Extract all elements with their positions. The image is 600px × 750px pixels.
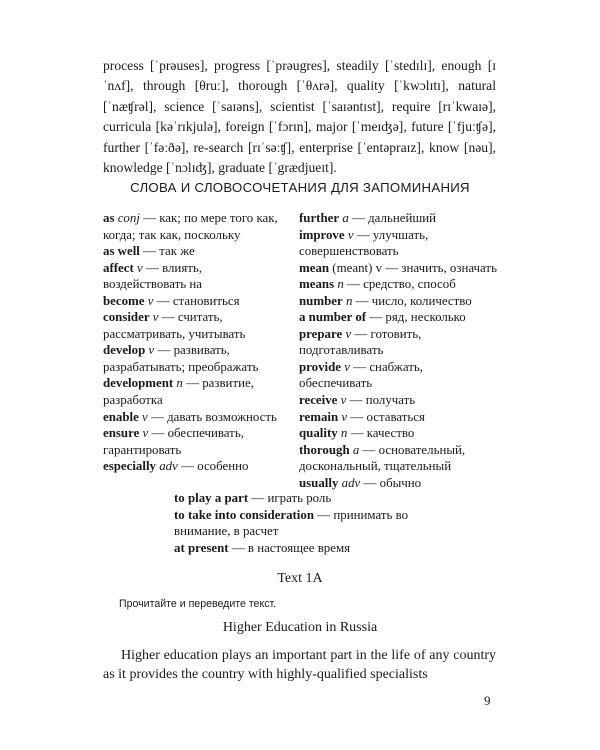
vocab-term: receive <box>299 393 338 408</box>
vocab-term: enable <box>103 409 139 424</box>
vocab-term: quality <box>299 426 338 441</box>
vocab-definition: — дальнейший <box>348 211 437 225</box>
part-of-speech: conj <box>117 211 140 225</box>
vocab-definition: — оставаться <box>347 409 425 424</box>
vocab-entry <box>299 227 497 260</box>
page-number: 9 <box>484 693 491 708</box>
vocab-entry <box>299 359 497 392</box>
part-of-speech: adv <box>159 459 178 474</box>
vocab-entry <box>299 409 497 426</box>
vocab-definition: — давать возможность <box>147 409 277 424</box>
vocab-entry <box>299 260 497 277</box>
vocab-entry <box>103 293 285 310</box>
vocab-term: as well <box>103 244 140 259</box>
vocab-entry <box>103 425 285 458</box>
vocab-entry <box>299 425 497 442</box>
part-of-speech: a <box>342 211 349 225</box>
vocab-entry <box>299 326 497 359</box>
vocab-term: develop <box>103 343 146 358</box>
part-of-speech: v <box>137 260 143 275</box>
vocab-term: as <box>103 211 115 225</box>
vocab-term: become <box>103 293 145 308</box>
part-of-speech: a <box>352 442 360 457</box>
vocab-definition: — снабжать, обеспечивать <box>299 359 423 391</box>
vocab-term: means <box>299 277 335 292</box>
vocab-term: number <box>299 293 343 308</box>
vocabulary-column-left <box>103 210 285 475</box>
vocab-entry <box>174 540 414 557</box>
vocab-term: a number of <box>299 310 367 325</box>
vocab-term: improve <box>299 227 345 242</box>
part-of-speech: adv <box>341 475 361 490</box>
vocab-entry <box>299 293 497 310</box>
vocab-definition: — готовить, подготавливать <box>299 326 422 358</box>
vocab-term: ensure <box>103 426 140 441</box>
phrase-list <box>174 490 414 557</box>
vocab-entry <box>103 309 285 342</box>
vocab-entry <box>299 442 497 475</box>
vocab-term: consider <box>103 310 150 325</box>
vocab-term: usually <box>299 475 339 490</box>
vocab-term: further <box>299 211 340 225</box>
part-of-speech: v <box>152 310 159 325</box>
part-of-speech: v <box>341 409 348 424</box>
vocab-entry <box>103 260 285 293</box>
vocab-entry <box>174 507 414 540</box>
part-of-speech: v <box>148 343 155 358</box>
vocab-definition: — принимать во внимание, в расчет <box>174 507 409 539</box>
vocab-entry <box>299 392 497 409</box>
vocab-term: to play a part <box>174 491 249 505</box>
vocab-entry <box>103 458 285 475</box>
vocab-definition: — влиять, воздействовать на <box>103 260 202 292</box>
part-of-speech: v <box>142 426 149 441</box>
vocab-definition: — обеспечивать, гарантировать <box>103 426 244 457</box>
vocab-definition: — число, количество <box>352 293 472 308</box>
part-of-speech: v <box>345 326 352 341</box>
transcription-paragraph: process [ˈprəuses], progress [ˈprəugres], steadily [ˈstedɪlɪ], enough [ɪˈnʌf], through [θruː], thorough [ˈθʌrə], quality [ˈkwɔlɪtɪ], natural [ˈnæʧrəl], science [ˈsaɪəns], scientist [ˈsaɪəntɪst], require [rɪˈkwaɪə], curricula [kəˈrɪkjulə], foreign [ˈfɔrɪn], major [ˈmeɪʤə], future [ˈfjuːʧə], further [ˈfəːðə], re-search [rɪˈsəːʧ], enterprise [ˈentəpraɪz], know [nəu], knowledge [ˈnɔlɪʤ], graduate [ˈgrædjueɪt]. <box>103 58 496 176</box>
vocab-definition: — развитие, разработка <box>103 376 254 408</box>
vocab-entry <box>299 475 497 492</box>
vocab-definition: — получать <box>346 393 416 408</box>
vocab-definition: — развивать, разрабатывать; преображать <box>103 343 259 374</box>
part-of-speech: v <box>347 227 354 242</box>
text-heading: Text 1A <box>277 571 323 586</box>
part-of-speech: n <box>340 426 348 441</box>
vocab-definition: — основательный, доскональный, тщательный <box>299 442 466 474</box>
part-of-speech: v <box>147 293 154 308</box>
part-of-speech: n <box>176 376 183 391</box>
vocab-definition: — качество <box>347 426 415 441</box>
vocab-entry <box>299 210 497 227</box>
vocab-entry <box>299 276 497 293</box>
vocab-term: to take into consideration <box>174 507 315 522</box>
vocab-definition: — так же <box>139 244 195 259</box>
vocab-definition: (meant) v — значить, означать <box>329 260 497 275</box>
vocab-definition: — в настоящее время <box>228 541 351 556</box>
vocab-term: remain <box>299 409 339 424</box>
vocab-entry <box>103 210 285 243</box>
instruction: Прочитайте и переведите текст. <box>119 598 277 610</box>
vocab-definition: — как; по мере того как, когда; так как, поскольку <box>103 211 278 242</box>
vocab-entry <box>103 409 285 426</box>
vocab-definition: — ряд, несколько <box>366 310 466 325</box>
part-of-speech: n <box>345 293 353 308</box>
vocab-definition: — считать, рассматривать, учитывать <box>103 310 246 341</box>
vocab-entry <box>103 243 285 260</box>
vocab-entry <box>103 375 285 408</box>
vocab-definition: — особенно <box>177 459 249 474</box>
part-of-speech: v <box>344 359 350 374</box>
part-of-speech: v <box>340 393 347 408</box>
vocab-term: mean <box>299 260 330 275</box>
article-title: Higher Education in Russia <box>222 620 378 635</box>
vocab-term: prepare <box>299 326 343 341</box>
section-title: СЛОВА И СЛОВОСОЧЕТАНИЯ ДЛЯ ЗАПОМИНАНИЯ <box>130 180 470 195</box>
vocab-definition: — улучшать, совершенствовать <box>299 227 429 259</box>
vocab-entry <box>103 342 285 375</box>
vocab-definition: — обычно <box>360 475 422 490</box>
body-paragraph: Higher education plays an important part in the life of any country as it provides the country with highly-qualified specialists <box>103 648 496 682</box>
vocab-definition: — средство, способ <box>343 277 456 292</box>
vocabulary-column-right <box>299 210 497 491</box>
vocab-term: at present <box>174 541 229 556</box>
part-of-speech: n <box>337 277 344 292</box>
vocab-term: provide <box>299 359 342 374</box>
vocab-entry <box>299 309 497 326</box>
vocab-term: thorough <box>299 442 350 457</box>
vocab-term: especially <box>103 459 156 474</box>
vocab-entry <box>174 490 414 507</box>
vocab-definition: — играть роль <box>248 491 332 505</box>
vocab-term: affect <box>103 260 134 275</box>
vocab-term: development <box>103 376 174 391</box>
vocab-definition: — становиться <box>153 293 240 308</box>
part-of-speech: v <box>142 409 148 424</box>
